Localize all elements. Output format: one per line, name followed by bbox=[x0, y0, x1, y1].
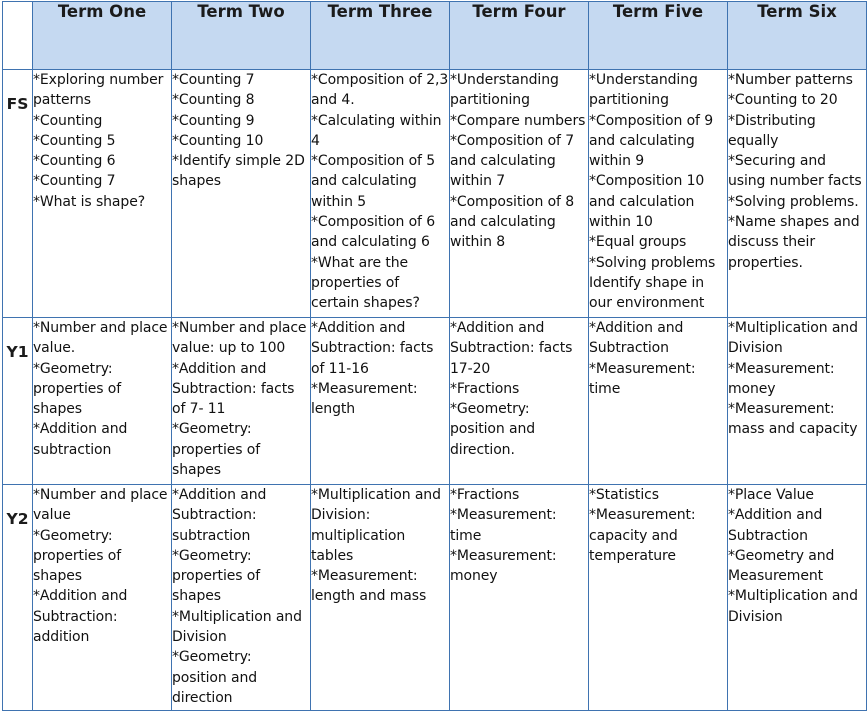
topic-item: *Fractions bbox=[450, 380, 520, 397]
topic-item: *Geometry: properties of shapes bbox=[33, 527, 122, 585]
term-header: Term One bbox=[33, 2, 172, 70]
topic-cell bbox=[172, 70, 311, 318]
header-row bbox=[3, 2, 867, 70]
term-header: Term Five bbox=[589, 2, 728, 70]
topic-item: *Composition of 2,3 and 4. bbox=[311, 72, 449, 109]
topic-cell bbox=[450, 485, 589, 711]
topic-cell bbox=[728, 318, 867, 485]
topic-item: *Measurement: capacity and temperature bbox=[589, 507, 696, 564]
term-header: Term Three bbox=[311, 2, 450, 70]
topic-item: *Composition of 6 and calculating 6 bbox=[311, 214, 436, 251]
topic-item: *Measurement: time bbox=[450, 507, 557, 544]
topic-cell bbox=[589, 318, 728, 485]
topic-item: *Addition and Subtraction: subtraction bbox=[172, 487, 267, 544]
row-label-text: FS bbox=[6, 95, 29, 113]
topic-item: *Identify simple 2D shapes bbox=[172, 153, 305, 190]
topic-item: *Multiplication and Division bbox=[728, 320, 858, 357]
row-label bbox=[3, 318, 33, 485]
topic-item: *Addition and Subtraction: addition bbox=[33, 588, 128, 646]
topic-item: *Place Value bbox=[728, 487, 814, 503]
topic-item: *Counting 6 bbox=[33, 153, 116, 170]
topic-item: *Solving problems bbox=[589, 254, 716, 271]
topic-item: *Name shapes and discuss their properties. bbox=[728, 214, 860, 271]
topic-item: *Measurement: money bbox=[728, 360, 835, 397]
topic-item: *Measurement: time bbox=[589, 360, 696, 397]
topic-item: *Geometry: properties of shapes bbox=[172, 421, 261, 479]
topic-item: *Geometry and Measurement bbox=[728, 547, 835, 585]
topic-item: *Understanding partitioning bbox=[450, 72, 559, 109]
topic-item: *Counting 7 bbox=[172, 72, 255, 88]
topic-item: *Composition 10 and calculation within 10 bbox=[589, 173, 705, 231]
topic-cell bbox=[589, 485, 728, 711]
topic-item: *Counting 8 bbox=[172, 92, 255, 109]
topic-item: *Number and place value bbox=[33, 487, 168, 524]
row-label bbox=[3, 485, 33, 711]
topic-item: *Number patterns bbox=[728, 72, 853, 88]
topic-item: *Multiplication and Division: multiplication tables bbox=[311, 487, 441, 564]
topic-item: *Geometry: position and direction bbox=[172, 649, 258, 706]
topic-item: *Counting 9 bbox=[172, 112, 255, 129]
topic-cell bbox=[311, 318, 450, 485]
table-row bbox=[3, 70, 867, 318]
row-label-text: Y1 bbox=[6, 343, 29, 361]
topic-cell bbox=[728, 485, 867, 711]
topic-item: *Composition of 9 and calculating within 9 bbox=[589, 112, 714, 170]
topic-item: *Statistics bbox=[589, 487, 659, 503]
curriculum-table bbox=[2, 1, 867, 711]
topic-item: *Number and place value: up to 100 bbox=[172, 320, 307, 357]
row-label bbox=[3, 70, 33, 318]
topic-cell bbox=[33, 318, 172, 485]
topic-item: *Addition and Subtraction: facts of 7- 11 bbox=[172, 360, 295, 418]
topic-item: *Measurement: length bbox=[311, 380, 418, 418]
topic-item: *Number and place value. bbox=[33, 320, 168, 357]
topic-item: *Geometry: properties of shapes bbox=[172, 547, 261, 605]
topic-item: *Composition of 8 and calculating within 8 bbox=[450, 193, 575, 251]
table-body bbox=[3, 70, 867, 711]
topic-item: *Counting to 20 bbox=[728, 92, 838, 109]
topic-cell bbox=[33, 70, 172, 318]
topic-item: *Distributing equally bbox=[728, 112, 816, 149]
topic-item: *Equal groups bbox=[589, 234, 687, 251]
topic-item: *Counting 5 bbox=[33, 132, 116, 149]
topic-cell bbox=[172, 318, 311, 485]
topic-item: *Geometry: position and direction. bbox=[450, 401, 536, 458]
topic-item: *Composition of 5 and calculating within 5 bbox=[311, 153, 436, 210]
topic-item: *Understanding partitioning bbox=[589, 72, 698, 109]
topic-item: *Addition and Subtraction bbox=[589, 320, 684, 357]
topic-item: *Addition and Subtraction: facts of 11-16 bbox=[311, 320, 434, 377]
topic-item: *Addition and Subtraction: facts 17-20 bbox=[450, 320, 573, 377]
topic-cell bbox=[450, 70, 589, 318]
topic-item: *Addition and subtraction bbox=[33, 421, 128, 458]
topic-item: *Measurement: length and mass bbox=[311, 568, 427, 605]
topic-cell bbox=[33, 485, 172, 711]
topic-item: *Geometry: properties of shapes bbox=[33, 360, 122, 418]
topic-item: *Compare numbers bbox=[450, 112, 586, 129]
topic-item: *Counting bbox=[33, 112, 103, 129]
topic-item: *Measurement: mass and capacity bbox=[728, 401, 858, 438]
topic-item: *Multiplication and Division bbox=[172, 608, 302, 646]
topic-item: *Multiplication and Division bbox=[728, 588, 858, 625]
corner-cell bbox=[3, 2, 33, 70]
topic-cell bbox=[311, 485, 450, 711]
term-header: Term Two bbox=[172, 2, 311, 70]
topic-item: *What is shape? bbox=[33, 193, 146, 210]
topic-cell bbox=[589, 70, 728, 318]
table-row bbox=[3, 318, 867, 485]
topic-cell bbox=[172, 485, 311, 711]
topic-item: *Fractions bbox=[450, 487, 520, 503]
topic-cell bbox=[311, 70, 450, 318]
topic-item: *Composition of 7 and calculating within 7 bbox=[450, 132, 575, 190]
table-row bbox=[3, 485, 867, 711]
topic-item: Identify shape in our environment bbox=[589, 274, 705, 312]
term-header: Term Six bbox=[728, 2, 867, 70]
topic-item: *Exploring number patterns bbox=[33, 72, 164, 109]
topic-cell bbox=[450, 318, 589, 485]
term-header: Term Four bbox=[450, 2, 589, 70]
topic-item: *Calculating within 4 bbox=[311, 112, 442, 149]
topic-item: *Addition and Subtraction bbox=[728, 507, 823, 544]
topic-item: *Solving problems. bbox=[728, 193, 859, 210]
topic-item: *Measurement: money bbox=[450, 547, 557, 585]
topic-item: *Counting 7 bbox=[33, 173, 116, 190]
topic-item: *What are the properties of certain shapes? bbox=[311, 254, 420, 312]
topic-cell bbox=[728, 70, 867, 318]
topic-item: *Securing and using number facts bbox=[728, 153, 862, 190]
topic-item: *Counting 10 bbox=[172, 132, 264, 149]
row-label-text: Y2 bbox=[6, 510, 29, 528]
